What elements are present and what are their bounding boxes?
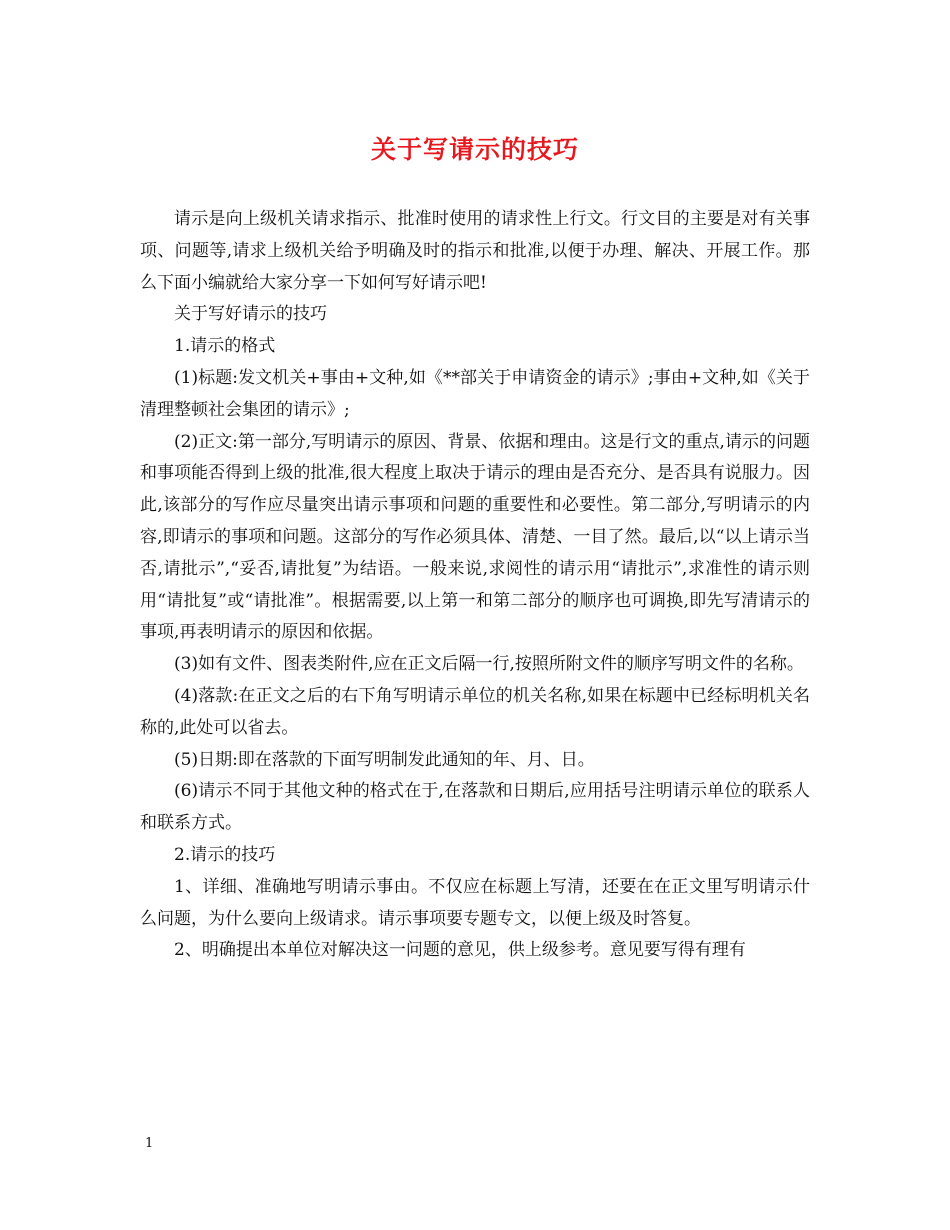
document-title: 关于写请示的技巧	[370, 135, 579, 164]
section-heading-tips: 2.请示的技巧	[174, 844, 276, 865]
paragraph-format-2: (2)正文:第一部分,写明请示的原因、背景、依据和理由。这是行文的重点,请示的问题和事项能否得到上级的批准,很大程度上取决于请示的理由是否充分、是否具有说服力。因此,该部分的写作应尽量突出请示事项和问题的重要性和必要性。第二部分,写明请示的内容,即请示的事项和问题。这部分的写作必须具体、清楚、一目了然。最后,以“以上请示当否,请批示”,“妥否,请批复”为结语。一般来说,求阅性的请示用“请批示”,求准性的请示则用“请批复”或“请批准”。根据需要,以上第一和第二部分的顺序也可调换,即先写清请示的事项,再表明请示的原因和依据。	[140, 431, 810, 643]
paragraph-format-5: (5)日期:即在落款的下面写明制发此通知的年、月、日。	[174, 749, 595, 770]
page-number: 1	[145, 1136, 154, 1151]
paragraph-tip-2: 2、明确提出本单位对解决这一问题的意见，供上级参考。意见要写得有理有	[174, 940, 746, 961]
paragraph-subheading: 关于写好请示的技巧	[174, 304, 327, 325]
section-heading-format: 1.请示的格式	[174, 336, 276, 357]
paragraph-intro: 请示是向上级机关请求指示、批准时使用的请求性上行文。行文目的主要是对有关事项、问题等,请求上级机关给予明确及时的指示和批准,以便于办理、解决、开展工作。那么下面小编就给大家分享一下如何写好请示吧!	[140, 209, 810, 293]
paragraph-format-3: (3)如有文件、图表类附件,应在正文后隔一行,按照所附文件的顺序写明文件的名称。	[174, 654, 804, 675]
paragraph-format-1: (1)标题:发文机关+事由+文种,如《**部关于申请资金的请示》;事由+文种,如《关于清理整顿社会集团的请示》;	[140, 367, 810, 420]
paragraph-format-4: (4)落款:在正文之后的右下角写明请示单位的机关名称,如果在标题中已经标明机关名称的,此处可以省去。	[140, 685, 810, 738]
paragraph-format-6: (6)请示不同于其他文种的格式在于,在落款和日期后,应用括号注明请示单位的联系人和联系方式。	[140, 781, 810, 834]
paragraph-tip-1: 1、详细、准确地写明请示事由。不仅应在标题上写清，还要在在正文里写明请示什么问题，为什么要向上级请求。请示事项要专题专文，以便上级及时答复。	[140, 876, 810, 929]
document-body	[140, 204, 810, 967]
